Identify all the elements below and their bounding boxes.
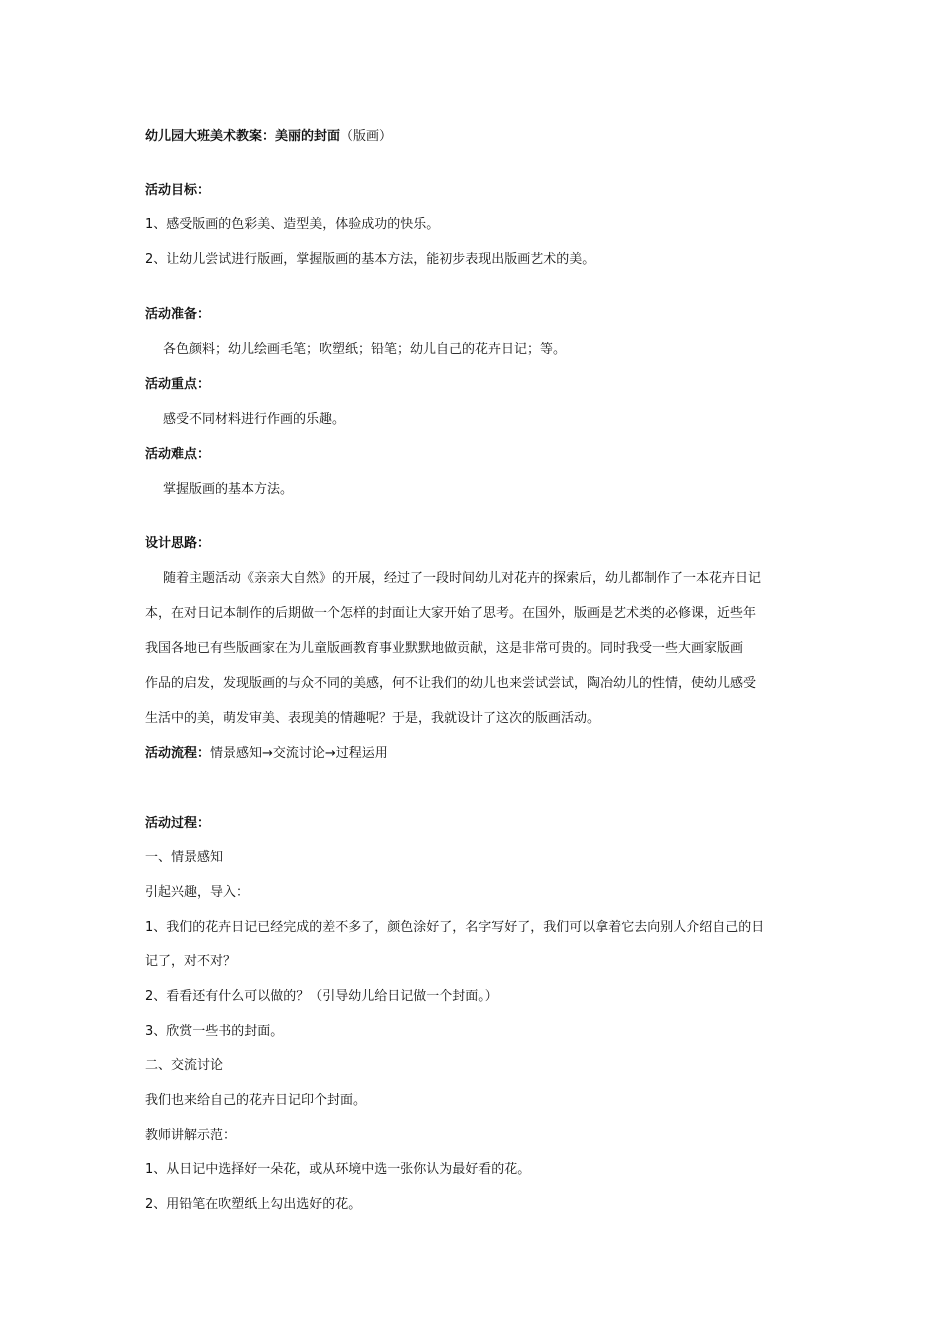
process-line-9: 教师讲解示范： (145, 1128, 237, 1143)
goal-item-2: 2、让幼儿尝试进行版画，掌握版画的基本方法，能初步表现出版画艺术的美。 (145, 252, 596, 267)
design-line-1: 随着主题活动《亲亲大自然》的开展，经过了一段时间幼儿对花卉的探索后，幼儿都制作了一本花卉日记 (163, 571, 762, 586)
process-line-1: 一、情景感知 (145, 850, 224, 865)
focus-text: 感受不同材料进行作画的乐趣。 (163, 412, 346, 427)
goals-heading: 活动目标： (145, 183, 211, 198)
design-line-3: 我国各地已有些版画家在为儿童版画教育事业默默地做贡献，这是非常可贵的。同时我受一些大画家版画 (145, 641, 744, 656)
document-title (145, 128, 820, 146)
process-line-7: 二、交流讨论 (145, 1058, 224, 1073)
design-line-5: 生活中的美，萌发审美、表现美的情趣呢？于是，我就设计了这次的版画活动。 (145, 711, 601, 726)
difficulty-text: 掌握版画的基本方法。 (163, 482, 294, 497)
flow-text: 情景感知→交流讨论→过程运用 (210, 746, 388, 761)
difficulty-heading: 活动难点： (145, 447, 211, 462)
process-line-8: 我们也来给自己的花卉日记印个封面。 (145, 1093, 367, 1108)
process-heading: 活动过程： (145, 816, 211, 831)
process-line-3: 1、我们的花卉日记已经完成的差不多了，颜色涂好了，名字写好了，我们可以拿着它去向别人介绍自己的日 (145, 920, 765, 935)
goal-item-1: 1、感受版画的色彩美、造型美，体验成功的快乐。 (145, 217, 440, 232)
flow-line (145, 745, 820, 763)
process-line-6: 3、欣赏一些书的封面。 (145, 1024, 284, 1039)
process-line-4: 记了，对不对？ (145, 954, 237, 969)
title-main: 幼儿园大班美术教案：美丽的封面 (145, 129, 341, 144)
prep-text: 各色颜料；幼儿绘画毛笔；吹塑纸；铅笔；幼儿自己的花卉日记；等。 (163, 342, 567, 357)
design-line-2: 本，在对日记本制作的后期做一个怎样的封面让大家开始了思考。在国外，版画是艺术类的必修课，近些年 (145, 606, 757, 621)
title-suffix: （版画） (340, 129, 393, 144)
process-line-11: 2、用铅笔在吹塑纸上勾出选好的花。 (145, 1197, 362, 1212)
prep-heading: 活动准备： (145, 307, 211, 322)
process-line-2: 引起兴趣，导入： (145, 885, 250, 900)
process-line-10: 1、从日记中选择好一朵花，或从环境中选一张你认为最好看的花。 (145, 1162, 531, 1177)
design-heading: 设计思路： (145, 536, 211, 551)
flow-heading: 活动流程： (145, 746, 211, 761)
design-line-4: 作品的启发，发现版画的与众不同的美感，何不让我们的幼儿也来尝试尝试，陶冶幼儿的性情，使幼儿感受 (145, 676, 757, 691)
process-line-5: 2、看看还有什么可以做的？（引导幼儿给日记做一个封面。） (145, 989, 498, 1004)
focus-heading: 活动重点： (145, 377, 211, 392)
